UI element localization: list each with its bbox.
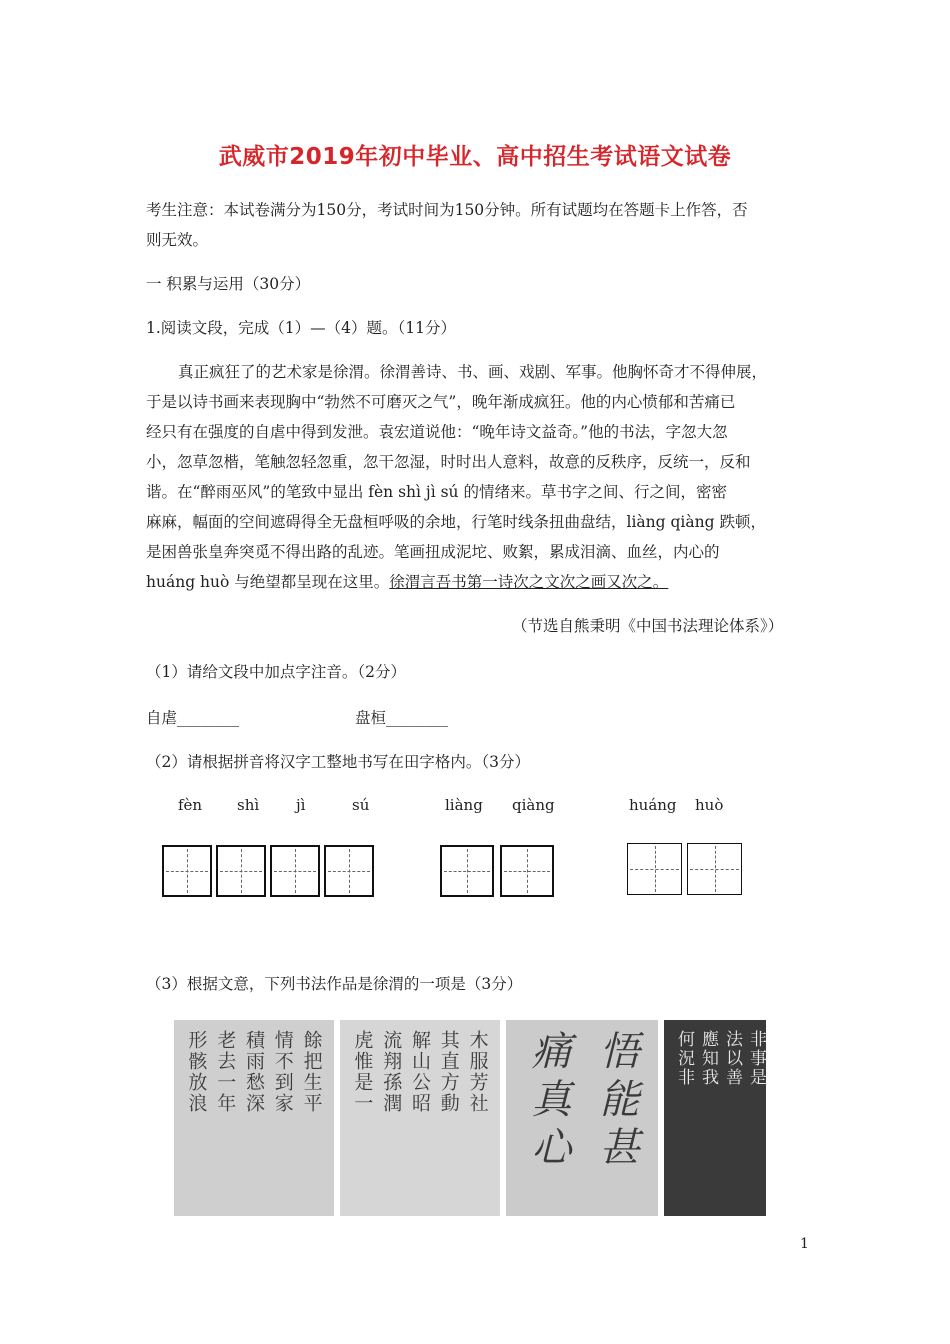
- source-citation: （节选自熊秉明《中国书法理论体系》）: [512, 617, 784, 635]
- notice-line-2: 则无效。: [146, 231, 209, 249]
- passage: [146, 360, 806, 600]
- passage-line: 真正疯狂了的艺术家是徐渭。徐渭善诗、书、画、戏剧、军事。他胸怀奇才不得伸展，: [178, 363, 768, 381]
- answer-blank-1[interactable]: 自虐________: [146, 709, 240, 727]
- pinyin: huò: [695, 796, 724, 814]
- pinyin: huáng: [629, 796, 677, 814]
- passage-line-last: [146, 570, 806, 600]
- sub-question-3: （3）根据文意，下列书法作品是徐渭的一项是（3分）: [146, 975, 523, 993]
- calligraphy-option-a-image[interactable]: 餘把生平 情不到家 積雨愁深 老去一年 形骸放浪: [174, 1020, 334, 1216]
- sub-question-1: （1）请给文段中加点字注音。（2分）: [146, 663, 406, 681]
- pinyin: liàng: [445, 796, 483, 814]
- passage-line: 麻麻，幅面的空间遮碍得全无盘桓呼吸的余地，行笔时线条扭曲盘结，liàng qiàng 跌顿，: [146, 513, 766, 531]
- page-title: 武威市2019年初中毕业、高中招生考试语文试卷: [218, 144, 732, 170]
- pinyin: fèn: [178, 796, 203, 814]
- question-1: 1.阅读文段，完成（1）—（4）题。（11分）: [146, 319, 456, 337]
- pinyin: sú: [352, 796, 370, 814]
- tianzige-group-3: [627, 843, 746, 895]
- tianzige-cell[interactable]: [687, 843, 742, 895]
- section-heading: 一 积累与运用（30分）: [146, 275, 311, 293]
- tianzige-cell[interactable]: [162, 845, 212, 897]
- underlined-sentence: 徐渭言吾书第一诗次之文次之画又次之。: [389, 573, 669, 591]
- passage-line: 是困兽张皇奔突觅不得出路的乱迹。笔画扭成泥坨、败絮，累成泪滴、血丝，内心的: [146, 543, 720, 561]
- tianzige-cell[interactable]: [440, 845, 494, 897]
- passage-line: 于是以诗书画来表现胸中“勃然不可磨灭之气”，晚年渐成疯狂。他的内心愤郁和苦痛已: [146, 393, 736, 411]
- tianzige-cell[interactable]: [270, 845, 320, 897]
- tianzige-cell[interactable]: [216, 845, 266, 897]
- calligraphy-option-b-image[interactable]: 木服芳社 其直方動 解山公昭 流翔孫潤 虎惟是一: [340, 1020, 500, 1216]
- tianzige-cell[interactable]: [324, 845, 374, 897]
- passage-line: 谐。在“醉雨巫风”的笔致中显出 fèn shì jì sú 的情绪来。草书字之间、行之间，密密: [146, 483, 727, 501]
- tianzige-group-2: [440, 845, 558, 897]
- exam-notice: [146, 198, 806, 252]
- sub-question-2: （2）请根据拼音将汉字工整地书写在田字格内。（3分）: [146, 753, 530, 771]
- passage-line: 小，忽草忽楷，笔触忽轻忽重，忽干忽湿，时时出人意料，故意的反秩序，反统一，反和: [146, 453, 751, 471]
- passage-text: huáng huò 与绝望都呈现在这里。: [146, 573, 390, 591]
- tianzige-cell[interactable]: [627, 843, 682, 895]
- tianzige-group-1: [162, 845, 378, 897]
- pinyin: qiàng: [512, 796, 555, 814]
- calligraphy-option-c-image[interactable]: 悟能甚 痛真心: [506, 1020, 658, 1216]
- passage-line: 经只有在强度的自虐中得到发泄。袁宏道说他：“晚年诗文益奇。”他的书法，字忽大忽: [146, 423, 728, 441]
- pinyin: jì: [296, 796, 306, 814]
- answer-blank-2[interactable]: 盘桓________: [355, 709, 449, 727]
- notice-line-1: 考生注意：本试卷满分为150分，考试时间为150分钟。所有试题均在答题卡上作答，否: [146, 201, 748, 219]
- page-number: 1: [800, 1236, 809, 1252]
- tianzige-cell[interactable]: [500, 845, 554, 897]
- calligraphy-option-d-image[interactable]: 非事是 法以善 應知我 何況非: [664, 1020, 766, 1216]
- pinyin: shì: [237, 796, 260, 814]
